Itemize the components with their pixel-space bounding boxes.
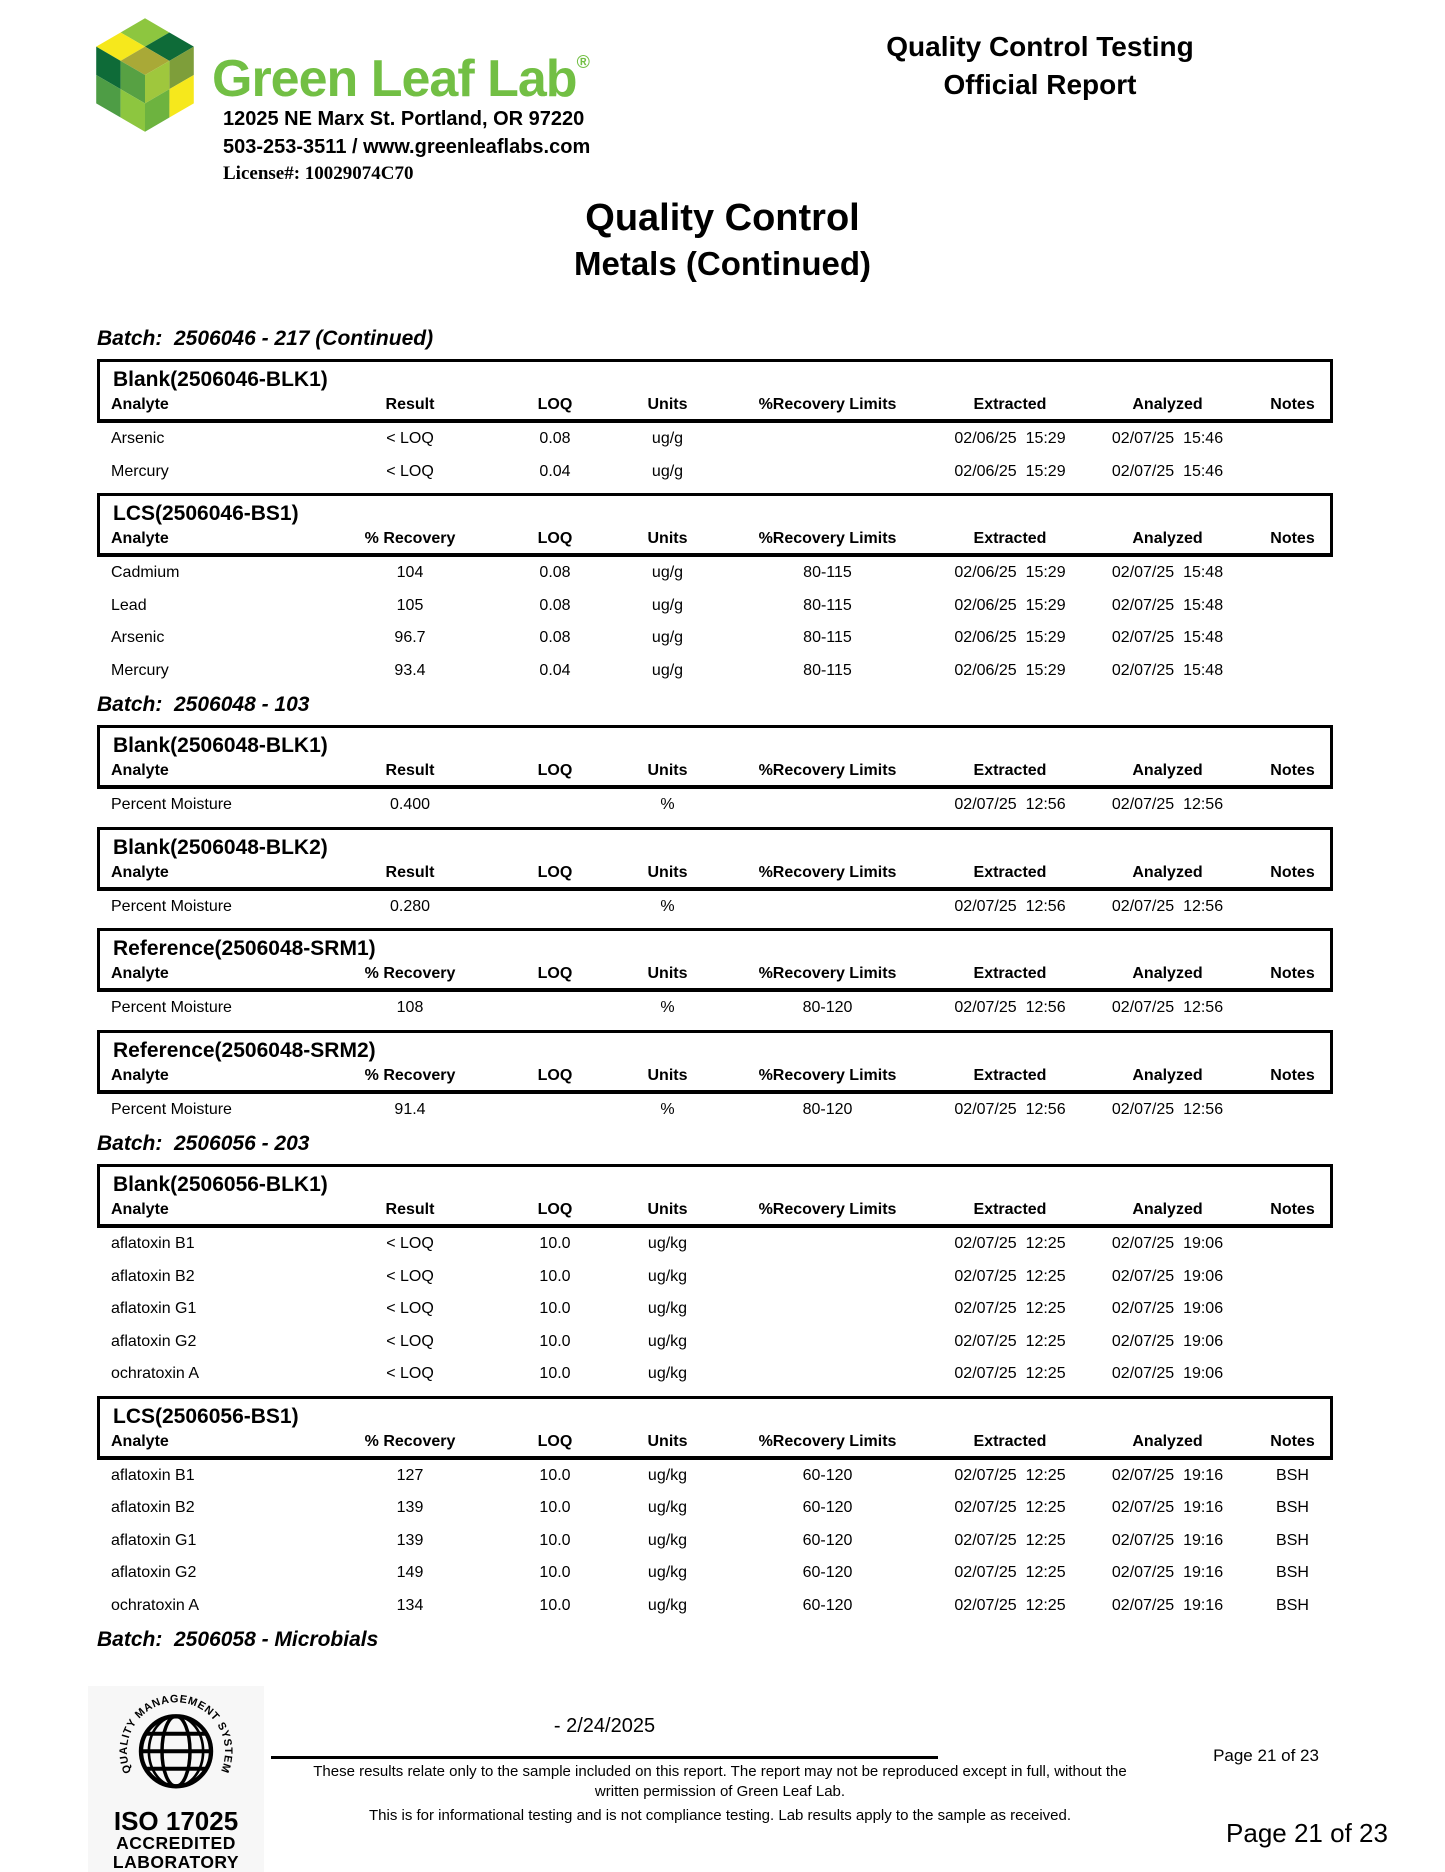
table-cell: 60-120 [802,1499,853,1517]
column-header: Analyzed [1132,863,1203,881]
column-header: LOQ [537,530,573,547]
table-cell: BSH [1276,1564,1309,1582]
table-cell: aflatoxin G2 [111,1564,197,1582]
iso-standard: ISO 17025 [113,1806,239,1836]
table-cell: 10.0 [539,1564,571,1582]
column-header: Notes [1270,762,1315,779]
qc-section-title: Blank(2506048-BLK2) [113,835,328,859]
page-number-small: Page 21 of 23 [1213,1746,1319,1765]
column-header: LOQ [537,1066,573,1084]
column-header: Analyte [111,1066,169,1084]
table-cell: 80-120 [802,1100,853,1118]
table-cell: 0.400 [389,796,431,814]
column-header: Analyzed [1132,1432,1203,1450]
table-cell: 80-115 [803,564,852,582]
column-header: Extracted [973,965,1047,982]
column-header: %Recovery Limits [758,863,897,881]
table-cell: 02/07/25 19:06 [1111,1365,1224,1383]
table-row [100,1358,1330,1391]
table-cell: 02/07/25 12:56 [954,999,1066,1017]
column-header: Analyzed [1132,965,1203,982]
table-row [100,1293,1330,1326]
column-header: Units [647,396,688,413]
table-cell: 02/07/25 15:46 [1111,462,1224,480]
qc-section-title: Reference(2506048-SRM1) [113,937,376,960]
column-header: Analyte [111,863,169,881]
lab-license-number: License#: 10029074C70 [223,163,414,184]
column-header: Result [385,863,435,881]
table-cell: ug/kg [647,1499,688,1517]
column-header: Notes [1270,530,1315,547]
table-cell: 02/07/25 15:48 [1111,661,1224,679]
qc-section-box [97,928,1333,992]
table-cell: 60-120 [802,1564,853,1582]
column-header: LOQ [537,1201,573,1218]
table-cell: aflatoxin B2 [111,1267,195,1285]
table-row [100,1590,1330,1623]
table-cell: % [660,897,675,915]
qc-section-title: LCS(2506046-BS1) [113,502,299,525]
table-cell: Arsenic [111,430,165,448]
column-header: Analyte [111,965,169,982]
table-cell: 02/07/25 12:25 [954,1235,1066,1253]
table-cell: ug/kg [647,1365,688,1383]
table-cell: Arsenic [111,629,165,647]
table-cell: 108 [396,999,424,1017]
column-header: Extracted [973,1066,1047,1084]
column-header: %Recovery Limits [758,762,897,779]
column-header: Analyzed [1132,530,1203,547]
table-cell: 02/07/25 12:25 [954,1267,1066,1285]
table-cell: ug/kg [647,1531,688,1549]
table-cell: 02/07/25 15:46 [1111,430,1224,448]
qc-section-box [97,493,1333,557]
table-cell: 139 [396,1531,424,1549]
qc-column-header-row [100,1431,1330,1456]
qc-section-title: Reference(2506048-SRM2) [113,1038,376,1062]
disclaimer-line2: written permission of Green Leaf Lab. [594,1783,846,1800]
table-row [100,789,1330,822]
column-header: Notes [1270,863,1315,881]
table-cell: % [660,796,675,814]
column-header: Analyzed [1132,396,1203,413]
table-cell: 60-120 [802,1531,853,1549]
column-header: Extracted [973,762,1047,779]
table-cell: BSH [1276,1531,1309,1549]
column-header: LOQ [537,762,573,779]
column-header: %Recovery Limits [758,1066,897,1084]
qc-section-title: Blank(2506048-BLK1) [113,734,328,757]
table-cell: 10.0 [539,1466,571,1484]
table-cell: 02/07/25 12:56 [1111,999,1224,1017]
table-row [100,423,1330,456]
table-row [100,1261,1330,1294]
column-header: Analyte [111,1432,169,1450]
table-row [100,456,1330,489]
column-header: Analyzed [1132,1201,1203,1218]
lab-phone-website: 503-253-3511 / www.greenleaflabs.com [223,136,591,158]
table-row [100,655,1330,688]
table-cell: ug/g [651,430,684,448]
table-cell: 10.0 [539,1365,571,1383]
table-cell: 02/07/25 19:06 [1111,1235,1224,1253]
table-cell: 02/06/25 15:29 [954,564,1066,582]
table-cell: 80-115 [803,661,852,679]
column-header: Analyte [111,1201,169,1218]
table-cell: % [660,999,675,1017]
column-header: %Recovery Limits [758,965,897,982]
table-cell: % [660,1100,675,1118]
qc-section-box [97,827,1333,891]
table-cell: 0.04 [539,462,571,480]
table-cell: 0.08 [539,629,571,647]
table-cell: 104 [396,564,424,582]
table-row [100,1094,1330,1127]
table-cell: < LOQ [386,1300,434,1318]
column-header: Analyte [111,530,169,547]
table-cell: 02/06/25 15:29 [954,462,1066,480]
table-cell: ug/kg [647,1267,688,1285]
page-subtitle: Metals (Continued) [574,245,871,282]
table-cell: 02/07/25 12:25 [954,1596,1066,1614]
column-header: Units [647,762,688,779]
table-row [100,1525,1330,1558]
qc-column-header-row [100,963,1330,988]
table-cell: 93.4 [394,661,426,679]
table-cell: 02/06/25 15:29 [954,596,1066,614]
column-header: Result [385,1201,435,1218]
table-cell: BSH [1276,1466,1309,1484]
table-cell: 80-115 [803,629,852,647]
table-cell: BSH [1276,1596,1309,1614]
report-title-line2: Official Report [943,69,1137,100]
iso-accredited: ACCREDITED [116,1833,236,1853]
table-cell: ug/kg [647,1332,688,1350]
iso-ring-text: QUALITY MANAGEMENT SYSTEM [117,1693,235,1775]
batch-heading: Batch: 2506048 - 103 [97,693,310,716]
table-cell: 02/07/25 15:48 [1111,564,1224,582]
table-cell: 02/06/25 15:29 [954,430,1066,448]
column-header: LOQ [537,1432,573,1450]
table-cell: 02/07/25 12:56 [954,796,1066,814]
table-cell: ug/kg [647,1235,688,1253]
column-header: %Recovery Limits [758,396,897,413]
table-cell: 96.7 [394,629,426,647]
table-cell: ochratoxin A [111,1596,200,1614]
qc-section-box [97,1396,1333,1460]
column-header: LOQ [537,863,573,881]
table-cell: 02/06/25 15:29 [954,661,1066,679]
table-cell: ug/kg [647,1300,688,1318]
table-cell: 60-120 [802,1596,853,1614]
qc-rows [97,992,1333,1025]
qc-column-header-row [100,1199,1330,1224]
column-header: LOQ [537,965,573,982]
qc-section-box [97,359,1333,423]
column-header: %Recovery Limits [758,1201,897,1218]
table-cell: aflatoxin B1 [111,1235,195,1253]
table-row [100,891,1330,924]
table-cell: ug/g [651,564,684,582]
table-cell: 0.08 [539,430,571,448]
table-row [100,992,1330,1025]
qc-sections [97,326,1333,1660]
table-cell: 10.0 [539,1332,571,1350]
table-cell: 02/07/25 12:56 [1111,1100,1224,1118]
table-cell: 02/07/25 15:48 [1111,596,1224,614]
column-header: % Recovery [364,1066,456,1084]
table-cell: 60-120 [802,1466,853,1484]
table-cell: < LOQ [386,1332,434,1350]
qc-column-header-row [100,760,1330,785]
qc-section-box [97,1164,1333,1228]
table-cell: 10.0 [539,1531,571,1549]
table-cell: Lead [111,596,147,614]
table-cell: < LOQ [386,1365,434,1383]
column-header: % Recovery [364,965,456,982]
table-cell: 0.08 [539,596,571,614]
iso-laboratory: LABORATORY [112,1852,240,1872]
table-row [100,1492,1330,1525]
column-header: Result [385,762,435,779]
table-cell: 10.0 [539,1235,571,1253]
table-cell: 02/07/25 12:25 [954,1499,1066,1517]
page-title: Quality Control [585,197,860,239]
column-header: Notes [1270,1201,1315,1218]
table-cell: 02/07/25 15:48 [1111,629,1224,647]
column-header: Notes [1270,1432,1315,1450]
table-cell: 02/07/25 12:25 [954,1332,1066,1350]
brand-text: Green Leaf Lab [212,50,577,108]
table-cell: 02/07/25 19:16 [1111,1596,1224,1614]
table-cell: 02/07/25 19:06 [1111,1332,1224,1350]
qc-column-header-row [100,528,1330,553]
column-header: Units [647,1201,688,1218]
table-cell: < LOQ [386,1235,434,1253]
column-header: Analyte [111,396,169,413]
table-row [100,1228,1330,1261]
table-cell: 02/07/25 12:56 [1111,796,1224,814]
column-header: Result [385,396,435,413]
qc-rows [97,891,1333,924]
report-title-line1: Quality Control Testing [886,31,1194,62]
column-header: %Recovery Limits [758,530,897,547]
column-header: LOQ [537,396,573,413]
table-cell: ochratoxin A [111,1365,200,1383]
qc-column-header-row [100,394,1330,419]
column-header: Units [647,1066,688,1084]
table-cell: aflatoxin B2 [111,1499,195,1517]
table-cell: aflatoxin G2 [111,1332,197,1350]
column-header: Units [647,863,688,881]
table-cell: < LOQ [386,430,434,448]
column-header: Analyzed [1132,1066,1203,1084]
table-cell: 02/07/25 12:25 [954,1564,1066,1582]
column-header: % Recovery [364,530,456,547]
table-cell: 02/07/25 19:16 [1111,1466,1224,1484]
table-cell: 0.08 [539,564,571,582]
table-cell: Percent Moisture [111,796,232,814]
batch-heading: Batch: 2506046 - 217 (Continued) [97,327,434,350]
table-cell: ug/g [651,629,684,647]
table-cell: 134 [396,1596,424,1614]
column-header: Analyte [111,762,169,779]
column-header: Units [647,530,688,547]
table-row [100,1326,1330,1359]
column-header: Notes [1270,965,1315,982]
column-header: Extracted [973,530,1047,547]
table-row [100,1557,1330,1590]
lab-address: 12025 NE Marx St. Portland, OR 97220 [223,108,585,130]
table-cell: 10.0 [539,1596,571,1614]
table-row [100,1460,1330,1493]
disclaimer-line3: This is for informational testing and is not compliance testing. Lab results apply to the sample as received. [368,1807,1072,1824]
column-header: Units [647,965,688,982]
column-header: Extracted [973,396,1047,413]
qc-section-title: Blank(2506056-BLK1) [113,1173,328,1196]
column-header: Notes [1270,1066,1315,1084]
table-cell: 0.04 [539,661,571,679]
qc-rows [97,789,1333,822]
table-cell: ug/g [651,661,684,679]
disclaimer-line1: These results relate only to the sample included on this report. The report may not be reproduced except in full, without the [313,1763,1127,1780]
table-cell: Percent Moisture [111,897,232,915]
greenleaf-hexagon-logo-icon [86,16,204,134]
table-cell: 02/07/25 19:06 [1111,1300,1224,1318]
table-cell: Cadmium [111,564,180,582]
table-cell: 10.0 [539,1300,571,1318]
qc-rows [97,1094,1333,1127]
table-cell: aflatoxin G1 [111,1531,197,1549]
report-date: - 2/24/2025 [553,1715,656,1737]
table-cell: 149 [396,1564,424,1582]
qc-column-header-row [100,862,1330,887]
table-cell: 127 [396,1466,424,1484]
qc-column-header-row [100,1065,1330,1090]
table-cell: ug/g [651,596,684,614]
table-cell: 10.0 [539,1499,571,1517]
table-cell: 91.4 [394,1100,426,1118]
column-header: %Recovery Limits [758,1432,897,1450]
qc-rows [97,1228,1333,1391]
table-cell: 02/07/25 12:56 [1111,897,1224,915]
table-cell: BSH [1276,1499,1309,1517]
table-cell: Mercury [111,462,169,480]
column-header: Extracted [973,863,1047,881]
table-cell: ug/kg [647,1596,688,1614]
table-cell: ug/kg [647,1466,688,1484]
table-cell: aflatoxin G1 [111,1300,197,1318]
table-cell: 02/07/25 12:56 [954,1100,1066,1118]
qc-section-title: LCS(2506056-BS1) [113,1404,299,1428]
column-header: Extracted [973,1432,1047,1450]
table-cell: < LOQ [386,462,434,480]
table-cell: 02/07/25 19:16 [1111,1564,1224,1582]
table-cell: ug/kg [647,1564,688,1582]
qc-section-title: Blank(2506046-BLK1) [113,368,328,391]
table-cell: 105 [396,596,424,614]
table-cell: 02/07/25 12:25 [954,1466,1066,1484]
qc-section-box [97,1030,1333,1094]
table-cell: 139 [396,1499,424,1517]
table-cell: Percent Moisture [111,1100,232,1118]
table-row [100,557,1330,590]
qc-section-box [97,725,1333,789]
table-cell: Mercury [111,661,169,679]
qc-rows [97,1460,1333,1623]
registered-mark: ® [576,52,590,72]
column-header: Extracted [973,1201,1047,1218]
table-cell: 02/07/25 12:56 [954,897,1066,915]
signature-line [271,1756,938,1759]
column-header: Analyzed [1132,762,1203,779]
table-cell: 80-115 [803,596,852,614]
batch-heading: Batch: 2506056 - 203 [97,1132,310,1155]
page-number-large: Page 21 of 23 [1226,1818,1388,1848]
table-cell: 0.280 [389,897,431,915]
column-header: Units [647,1432,688,1450]
table-row [100,590,1330,623]
table-cell: 02/06/25 15:29 [954,629,1066,647]
report-title [800,28,1280,104]
column-header: % Recovery [364,1432,456,1450]
table-cell: ug/g [651,462,684,480]
table-cell: 02/07/25 12:25 [954,1531,1066,1549]
table-row [100,622,1330,655]
table-cell: Percent Moisture [111,999,232,1017]
batch-heading: Batch: 2506058 - Microbials [97,1628,379,1651]
table-cell: 02/07/25 12:25 [954,1300,1066,1318]
table-cell: 02/07/25 12:25 [954,1365,1066,1383]
table-cell: 10.0 [539,1267,571,1285]
qc-rows [97,423,1333,488]
table-cell: 02/07/25 19:16 [1111,1531,1224,1549]
table-cell: < LOQ [386,1267,434,1285]
table-cell: 02/07/25 19:16 [1111,1499,1224,1517]
qc-rows [97,557,1333,687]
column-header: Notes [1270,396,1315,413]
table-cell: 02/07/25 19:06 [1111,1267,1224,1285]
table-cell: aflatoxin B1 [111,1466,195,1484]
brand-name [212,34,590,107]
table-cell: 80-120 [802,999,853,1017]
